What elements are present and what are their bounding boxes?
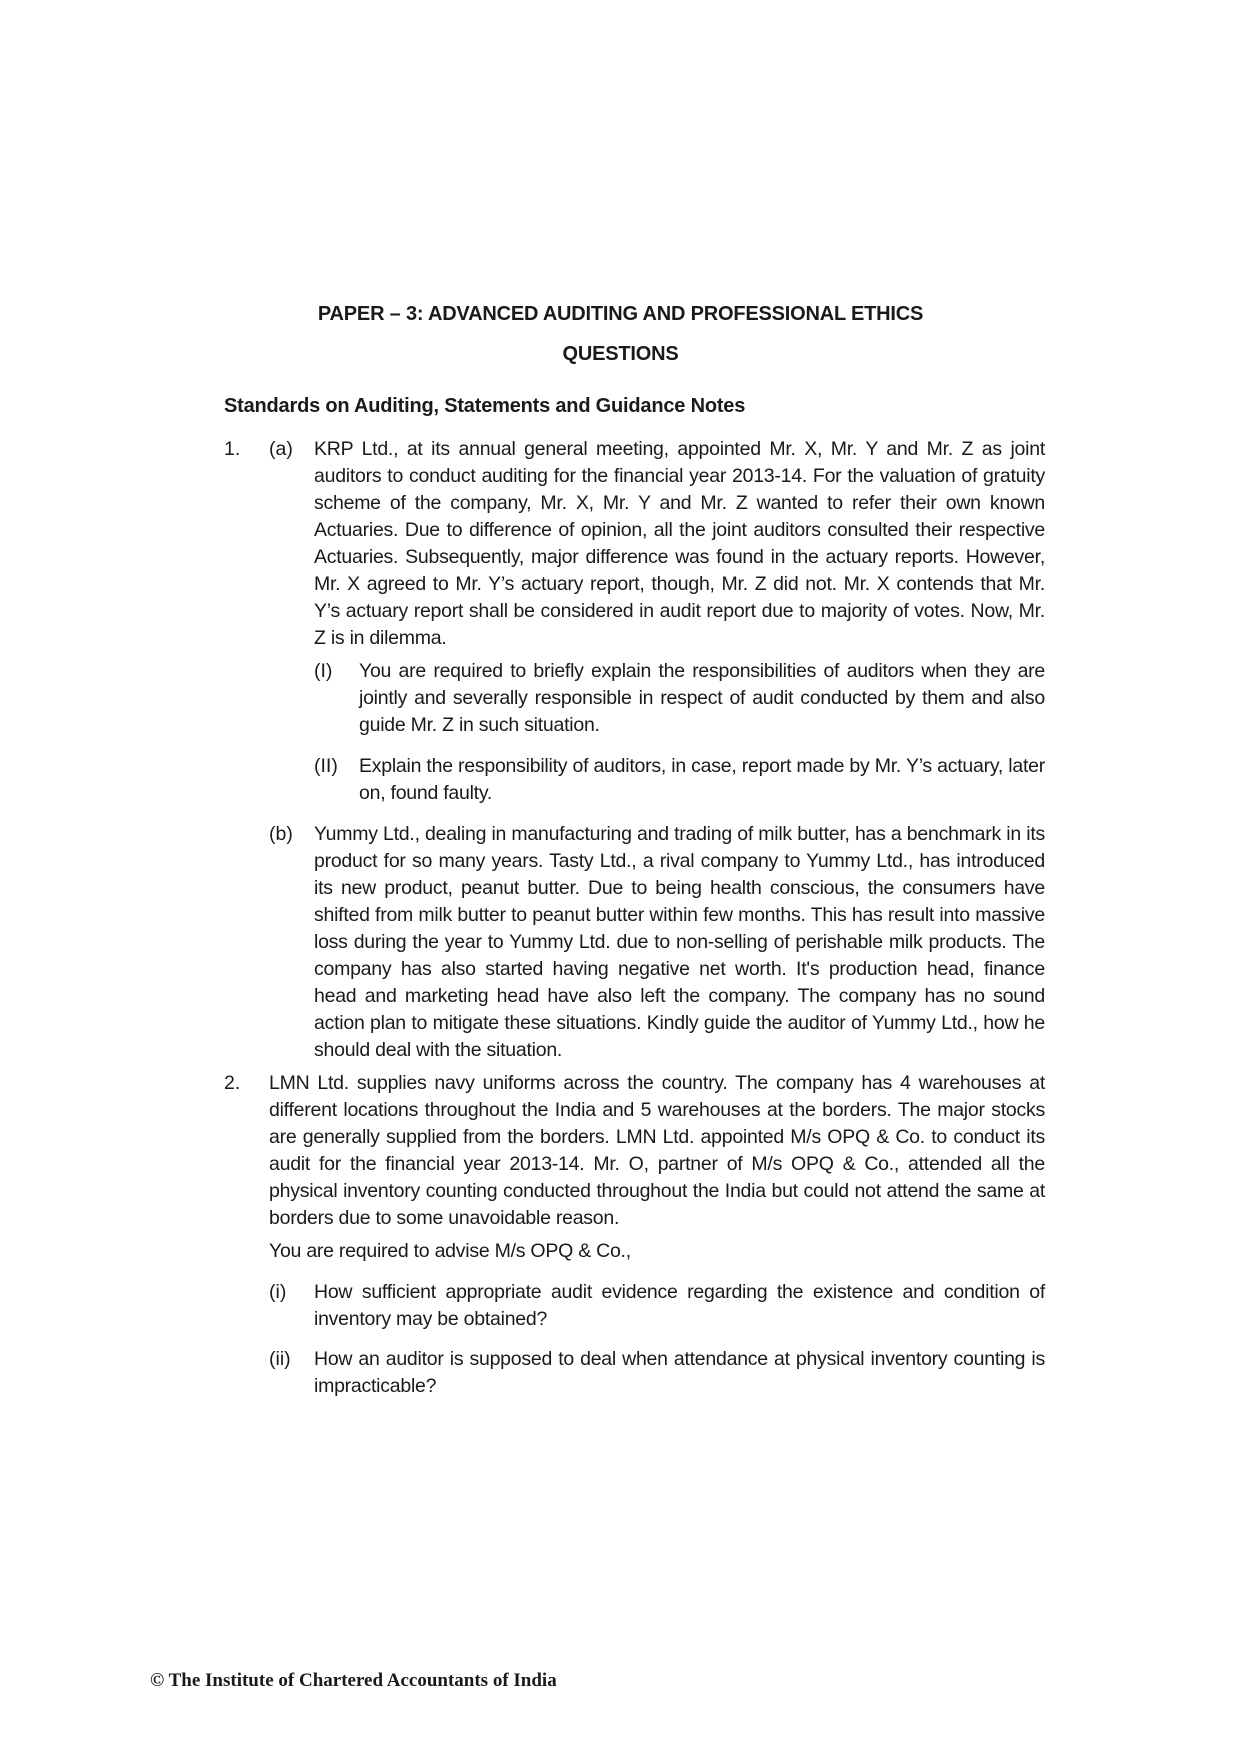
section-heading: Standards on Auditing, Statements and Guidance Notes — [224, 395, 746, 417]
questions-heading: QUESTIONS — [562, 343, 679, 365]
question-1a-i-text: You are required to briefly explain the responsibilities of auditors when they are jointly and severally responsible in respect of audit conducted by them and also guide Mr. Z in such situation. — [359, 660, 1045, 736]
question-2-number: 2. — [224, 1072, 241, 1094]
question-2-ii-label: (ii) — [269, 1348, 291, 1370]
question-2-i-text: How sufficient appropriate audit evidence regarding the existence and condition of inventory may be obtained? — [314, 1281, 1045, 1330]
question-1a-i-label: (I) — [314, 660, 333, 682]
question-1a-label: (a) — [269, 438, 293, 460]
question-1b-text: Yummy Ltd., dealing in manufacturing and trading of milk butter, has a benchmark in its product for so many years. Tasty Ltd., a rival company to Yummy Ltd., has introduced its new product, peanut butter. Due to being health conscious, the consumers have shifted from milk butter to peanut butter within few months. This has result into massive loss during the year to Yummy Ltd. due to non-selling of perishable milk products. The company has also started having negative net worth. It's production head, finance head and marketing head have also left the company. The company has no sound action plan to mitigate these situations. Kindly guide the auditor of Yummy Ltd., how he should deal with the situation. — [314, 823, 1045, 1061]
question-2-ii-text: How an auditor is supposed to deal when attendance at physical inventory counting is impracticable? — [314, 1348, 1045, 1397]
copyright-footer: © The Institute of Chartered Accountants of India — [150, 1670, 557, 1691]
question-2-advise: You are required to advise M/s OPQ & Co., — [269, 1240, 631, 1262]
question-1a-text: KRP Ltd., at its annual general meeting, appointed Mr. X, Mr. Y and Mr. Z as joint auditors to conduct auditing for the financial year 2013-14. For the valuation of gratuity scheme of the company, Mr. X, Mr. Y and Mr. Z wanted to refer their own known Actuaries. Due to difference of opinion, all the joint auditors consulted their respective Actuaries. Subsequently, major difference was found in the actuary reports. However, Mr. X agreed to Mr. Y’s actuary report, though, Mr. Z did not. Mr. X contends that Mr. Y’s actuary report shall be considered in audit report due to majority of votes. Now, Mr. Z is in dilemma. — [314, 438, 1045, 649]
question-1-number: 1. — [224, 438, 241, 460]
question-1a-ii-text: Explain the responsibility of auditors, in case, report made by Mr. Y’s actuary, later on, found faulty. — [359, 755, 1045, 804]
paper-title: PAPER – 3: ADVANCED AUDITING AND PROFESSIONAL ETHICS — [317, 303, 924, 325]
question-1a-ii-label: (II) — [314, 755, 338, 777]
question-1b-label: (b) — [269, 823, 293, 845]
question-2-i-label: (i) — [269, 1281, 287, 1303]
question-2-text: LMN Ltd. supplies navy uniforms across the country. The company has 4 warehouses at different locations throughout the India and 5 warehouses at the borders. The major stocks are generally supplied from the borders. LMN Ltd. appointed M/s OPQ & Co. to conduct its audit for the financial year 2013-14. Mr. O, partner of M/s OPQ & Co., attended all the physical inventory counting conducted throughout the India but could not attend the same at borders due to some unavoidable reason. — [269, 1072, 1045, 1229]
